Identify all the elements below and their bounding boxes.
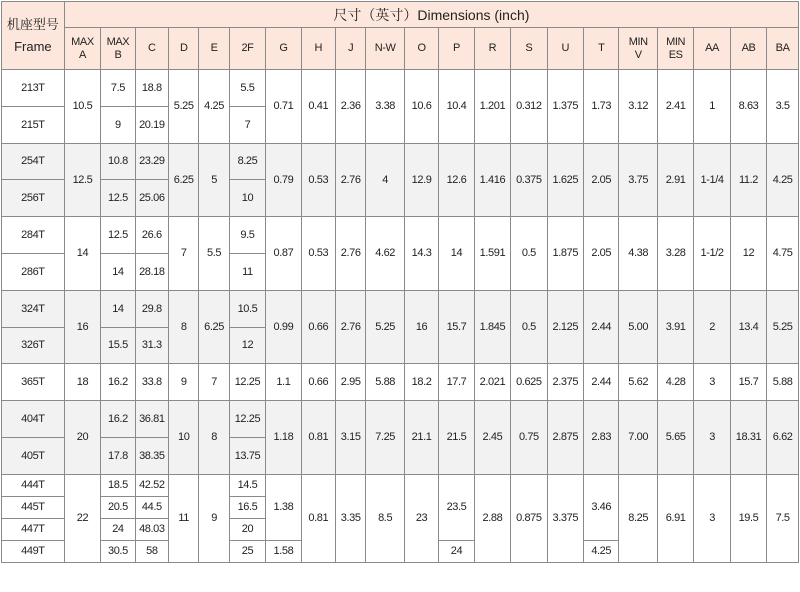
cell-ab: 19.5: [730, 474, 766, 562]
column-header-line1: S: [525, 42, 533, 54]
cell-max-b: 18.5: [101, 474, 135, 496]
column-header-line1: MAX: [106, 35, 130, 48]
cell-c: 33.8: [135, 364, 168, 401]
cell-c: 31.3: [135, 327, 168, 364]
cell-r: 1.591: [474, 217, 510, 291]
cell-max-b: 10.8: [101, 143, 135, 180]
cell-j: 3.15: [336, 401, 366, 475]
cell-u: 1.875: [547, 217, 583, 291]
cell-2f: 9.5: [229, 217, 265, 254]
frame-cell: 254T: [2, 143, 65, 180]
cell-max-a: 12.5: [64, 143, 100, 217]
cell-v: 3.12: [619, 70, 657, 144]
column-header-line1: AA: [705, 42, 719, 54]
column-header-line2: A: [79, 48, 86, 61]
cell-s: 0.75: [511, 401, 547, 475]
cell-max-b: 24: [101, 518, 135, 540]
cell-h: 0.81: [301, 401, 335, 475]
column-header-line1: J: [348, 42, 354, 54]
column-header: [767, 28, 799, 70]
column-header-line1: C: [148, 42, 156, 54]
column-header-line1: U: [561, 42, 570, 54]
cell-2f: 7: [229, 106, 265, 143]
cell-e: 5: [199, 143, 229, 217]
cell-j: 2.76: [336, 217, 366, 291]
column-header: [229, 28, 265, 70]
cell-c: 38.35: [135, 437, 168, 474]
cell-j: 2.76: [336, 143, 366, 217]
column-header: [694, 28, 730, 70]
column-header: [439, 28, 474, 70]
cell-p: 21.5: [439, 401, 474, 475]
table-row: [2, 474, 799, 496]
cell-aa: 3: [694, 364, 730, 401]
cell-c: 26.6: [135, 217, 168, 254]
cell-ba: 5.25: [767, 290, 799, 364]
cell-p: 15.7: [439, 290, 474, 364]
cell-aa: 1: [694, 70, 730, 144]
cell-g: 0.71: [266, 70, 301, 144]
frame-cell: 365T: [2, 364, 65, 401]
cell-min-es: 6.91: [657, 474, 693, 562]
cell-o: 21.1: [404, 401, 438, 475]
cell-d: 11: [169, 474, 199, 562]
cell-p: 12.6: [439, 143, 474, 217]
column-header: [336, 28, 366, 70]
column-header: [169, 28, 199, 70]
cell-e: 6.25: [199, 290, 229, 364]
cell-max-b: 15.5: [101, 327, 135, 364]
cell-2f: 25: [229, 540, 265, 562]
cell-max-b: 30.5: [101, 540, 135, 562]
column-header-line1: P: [453, 42, 460, 54]
cell-ba: 6.62: [767, 401, 799, 475]
cell-s: 0.875: [511, 474, 547, 562]
cell-d: 6.25: [169, 143, 199, 217]
cell-r: 1.845: [474, 290, 510, 364]
cell-2f: 12.25: [229, 401, 265, 438]
cell-p: 10.4: [439, 70, 474, 144]
cell-c: 23.29: [135, 143, 168, 180]
cell-g: 0.87: [266, 217, 301, 291]
cell-p: 24: [439, 540, 474, 562]
cell-v: 5.62: [619, 364, 657, 401]
cell-s: 0.5: [511, 217, 547, 291]
cell-ba: 3.5: [767, 70, 799, 144]
frame-cell: 444T: [2, 474, 65, 496]
cell-v: 4.38: [619, 217, 657, 291]
cell-max-a: 10.5: [64, 70, 100, 144]
frame-cell: 404T: [2, 401, 65, 438]
column-header-line1: BA: [775, 42, 790, 54]
cell-t: 2.44: [584, 364, 619, 401]
cell-max-b: 9: [101, 106, 135, 143]
column-header: [64, 28, 100, 70]
column-header-line2: V: [634, 48, 642, 61]
table-row: [2, 401, 799, 438]
frame-cell: 215T: [2, 106, 65, 143]
cell-g: 1.1: [266, 364, 301, 401]
cell-es: 4.28: [657, 364, 693, 401]
cell-max-a: 18: [64, 364, 100, 401]
frame-cell: 284T: [2, 217, 65, 254]
cell-t: 2.83: [584, 401, 619, 475]
frame-header-cn: 机座型号: [6, 16, 59, 32]
cell-ba: 4.75: [767, 217, 799, 291]
column-header: [366, 28, 404, 70]
cell-es: 2.41: [657, 70, 693, 144]
cell-2f: 12.25: [229, 364, 265, 401]
cell-nw: 3.38: [366, 70, 404, 144]
cell-r: 1.416: [474, 143, 510, 217]
table-row: [2, 364, 799, 401]
cell-u: 1.375: [547, 70, 583, 144]
column-header: [584, 28, 619, 70]
cell-u: 2.125: [547, 290, 583, 364]
column-header: [301, 28, 335, 70]
cell-es: 2.91: [657, 143, 693, 217]
cell-j: 2.95: [336, 364, 366, 401]
column-header: [657, 28, 693, 70]
cell-s: 0.312: [511, 70, 547, 144]
column-header: [199, 28, 229, 70]
cell-ab: 11.2: [730, 143, 766, 217]
cell-e: 7: [199, 364, 229, 401]
cell-c: 44.5: [135, 496, 168, 518]
cell-ab: 13.4: [730, 290, 766, 364]
frame-cell: 324T: [2, 290, 65, 327]
cell-h: 0.41: [301, 70, 335, 144]
table-row: [2, 143, 799, 180]
cell-e: 8: [199, 401, 229, 475]
cell-aa: 2: [694, 290, 730, 364]
cell-c: 36.81: [135, 401, 168, 438]
cell-o: 12.9: [404, 143, 438, 217]
cell-t: 4.25: [584, 540, 619, 562]
cell-u: 1.625: [547, 143, 583, 217]
column-header-line1: H: [314, 42, 323, 54]
cell-max-b: 12.5: [101, 217, 135, 254]
cell-t: 2.05: [584, 143, 619, 217]
cell-u: 3.375: [547, 474, 583, 562]
cell-max-b: 20.5: [101, 496, 135, 518]
cell-2f: 10.5: [229, 290, 265, 327]
cell-c: 18.8: [135, 70, 168, 107]
cell-aa: 3: [694, 401, 730, 475]
cell-h: 0.66: [301, 364, 335, 401]
cell-r: 2.88: [474, 474, 510, 562]
cell-d: 5.25: [169, 70, 199, 144]
cell-max-a: 22: [64, 474, 100, 562]
column-header: [101, 28, 135, 70]
cell-nw: 7.25: [366, 401, 404, 475]
column-header-line1: O: [417, 42, 426, 54]
cell-r: 1.201: [474, 70, 510, 144]
cell-g: 0.79: [266, 143, 301, 217]
column-header-line1: D: [179, 42, 188, 54]
cell-2f: 14.5: [229, 474, 265, 496]
cell-p: 23.5: [439, 474, 474, 540]
cell-2f: 8.25: [229, 143, 265, 180]
cell-min-v: 8.25: [619, 474, 657, 562]
cell-g: 1.58: [266, 540, 301, 562]
cell-p: 14: [439, 217, 474, 291]
cell-ab: 18.31: [730, 401, 766, 475]
column-header: [266, 28, 301, 70]
cell-max-b: 7.5: [101, 70, 135, 107]
cell-max-b: 14: [101, 290, 135, 327]
cell-max-a: 20: [64, 401, 100, 475]
cell-u: 2.875: [547, 401, 583, 475]
cell-h: 0.53: [301, 143, 335, 217]
cell-c: 25.06: [135, 180, 168, 217]
column-header: [135, 28, 168, 70]
column-header: [730, 28, 766, 70]
dimensions-table: [1, 1, 799, 563]
cell-c: 20.19: [135, 106, 168, 143]
column-header-line1: R: [488, 42, 497, 54]
cell-e: 5.5: [199, 217, 229, 291]
cell-es: 5.65: [657, 401, 693, 475]
cell-ab: 15.7: [730, 364, 766, 401]
column-header-line1: MIN: [666, 35, 686, 48]
table-title: 尺寸（英寸）Dimensions (inch): [64, 2, 798, 28]
cell-v: 5.00: [619, 290, 657, 364]
column-header-line1: T: [598, 42, 605, 54]
cell-o: 16: [404, 290, 438, 364]
cell-s: 0.625: [511, 364, 547, 401]
frame-cell: 326T: [2, 327, 65, 364]
column-header-row: [2, 28, 799, 70]
frame-cell: 449T: [2, 540, 65, 562]
cell-nw: 8.5: [366, 474, 404, 562]
cell-c: 29.8: [135, 290, 168, 327]
cell-es: 3.91: [657, 290, 693, 364]
cell-max-a: 16: [64, 290, 100, 364]
cell-max-b: 17.8: [101, 437, 135, 474]
cell-o: 18.2: [404, 364, 438, 401]
cell-max-b: 14: [101, 253, 135, 290]
cell-max-a: 14: [64, 217, 100, 291]
frame-cell: 256T: [2, 180, 65, 217]
cell-2f: 13.75: [229, 437, 265, 474]
cell-c: 28.18: [135, 253, 168, 290]
column-header-line1: 2F: [241, 42, 254, 54]
cell-h: 0.66: [301, 290, 335, 364]
cell-c: 58: [135, 540, 168, 562]
cell-aa: 3: [694, 474, 730, 562]
cell-max-b: 16.2: [101, 401, 135, 438]
cell-s: 0.375: [511, 143, 547, 217]
cell-max-b: 16.2: [101, 364, 135, 401]
cell-nw: 5.88: [366, 364, 404, 401]
column-header-line1: G: [279, 42, 288, 54]
cell-p: 17.7: [439, 364, 474, 401]
column-header-line2: ES: [668, 48, 683, 61]
cell-d: 9: [169, 364, 199, 401]
column-header-line1: MIN: [628, 35, 648, 48]
cell-ba: 7.5: [767, 474, 799, 562]
cell-ab: 8.63: [730, 70, 766, 144]
table-row: [2, 290, 799, 327]
column-header: [547, 28, 583, 70]
table-body: [2, 70, 799, 563]
cell-t: 1.73: [584, 70, 619, 144]
cell-2f: 11: [229, 253, 265, 290]
cell-o: 23: [404, 474, 438, 562]
cell-ab: 12: [730, 217, 766, 291]
column-header-line1: E: [210, 42, 218, 54]
cell-c: 42.52: [135, 474, 168, 496]
cell-ba: 5.88: [767, 364, 799, 401]
cell-v: 7.00: [619, 401, 657, 475]
cell-r: 2.021: [474, 364, 510, 401]
cell-j: 2.76: [336, 290, 366, 364]
column-header-line1: N-W: [374, 42, 396, 54]
cell-2f: 5.5: [229, 70, 265, 107]
cell-j: 3.35: [336, 474, 366, 562]
cell-2f: 10: [229, 180, 265, 217]
cell-t: 2.44: [584, 290, 619, 364]
cell-d: 8: [169, 290, 199, 364]
column-header: [404, 28, 438, 70]
frame-cell: 447T: [2, 518, 65, 540]
frame-cell: 286T: [2, 253, 65, 290]
cell-aa: 1-1/2: [694, 217, 730, 291]
cell-v: 3.75: [619, 143, 657, 217]
cell-t: 2.05: [584, 217, 619, 291]
cell-2f: 20: [229, 518, 265, 540]
cell-o: 14.3: [404, 217, 438, 291]
frame-cell: 213T: [2, 70, 65, 107]
column-header: [474, 28, 510, 70]
column-header-line2: B: [114, 48, 122, 61]
cell-2f: 12: [229, 327, 265, 364]
cell-h: 0.81: [301, 474, 335, 562]
cell-es: 3.28: [657, 217, 693, 291]
frame-header-en: Frame: [14, 38, 52, 54]
frame-cell: 445T: [2, 496, 65, 518]
cell-aa: 1-1/4: [694, 143, 730, 217]
cell-h: 0.53: [301, 217, 335, 291]
cell-max-b: 12.5: [101, 180, 135, 217]
frame-cell: 405T: [2, 437, 65, 474]
cell-g: 0.99: [266, 290, 301, 364]
cell-o: 10.6: [404, 70, 438, 144]
cell-u: 2.375: [547, 364, 583, 401]
cell-2f: 16.5: [229, 496, 265, 518]
cell-t: 3.46: [584, 474, 619, 540]
frame-header: [2, 2, 65, 70]
cell-nw: 4: [366, 143, 404, 217]
cell-g: 1.38: [266, 474, 301, 540]
cell-e: 9: [199, 474, 229, 562]
cell-d: 10: [169, 401, 199, 475]
cell-s: 0.5: [511, 290, 547, 364]
cell-j: 2.36: [336, 70, 366, 144]
cell-e: 4.25: [199, 70, 229, 144]
cell-nw: 5.25: [366, 290, 404, 364]
column-header-line1: AB: [741, 42, 756, 54]
cell-d: 7: [169, 217, 199, 291]
table-row: [2, 217, 799, 254]
cell-g: 1.18: [266, 401, 301, 475]
column-header: [619, 28, 657, 70]
cell-r: 2.45: [474, 401, 510, 475]
cell-ba: 4.25: [767, 143, 799, 217]
column-header: [511, 28, 547, 70]
cell-c: 48.03: [135, 518, 168, 540]
cell-nw: 4.62: [366, 217, 404, 291]
table-row: [2, 70, 799, 107]
column-header-line1: MAX: [71, 35, 94, 48]
